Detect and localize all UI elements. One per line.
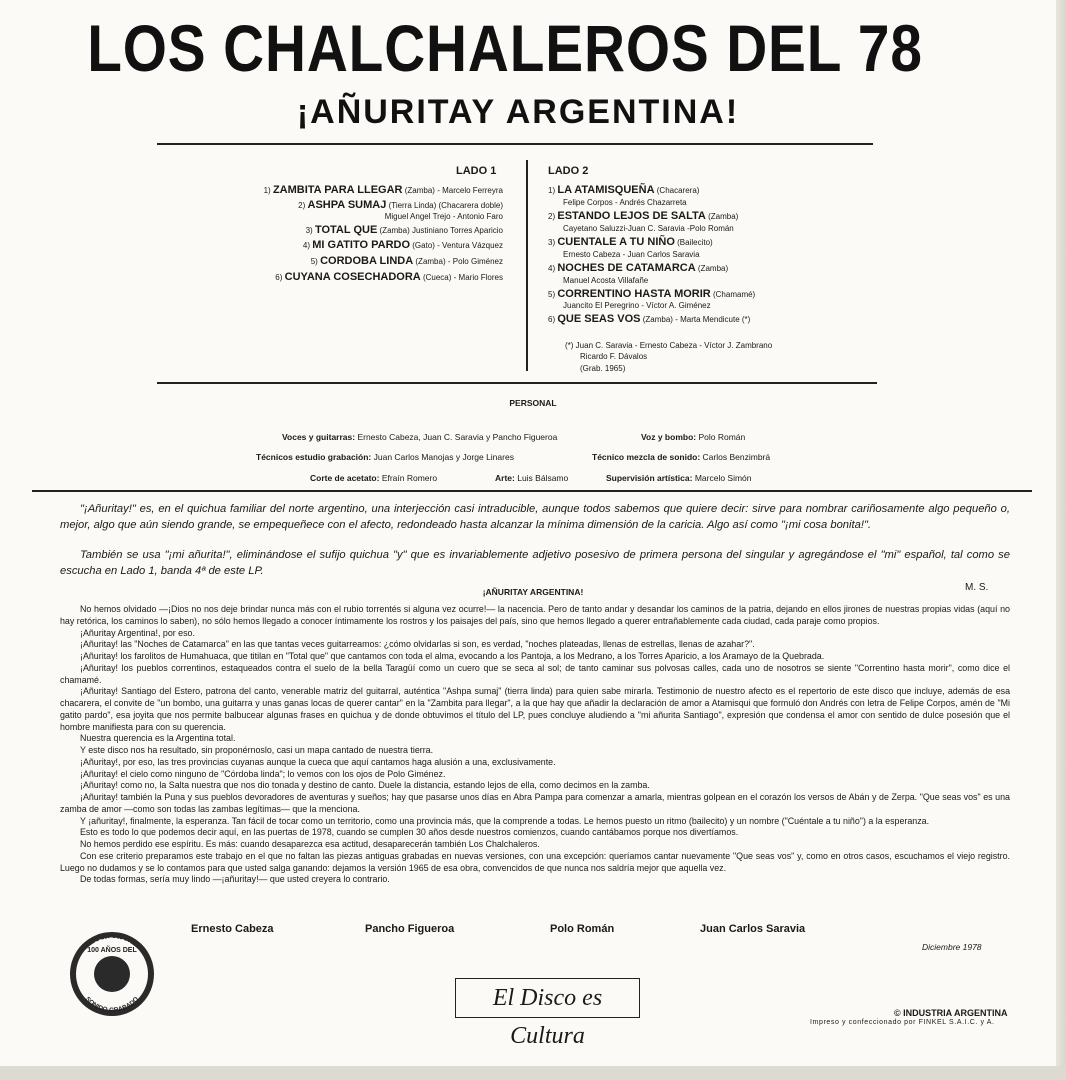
track-title: CORRENTINO HASTA MORIR [557,288,711,300]
credit-label: Técnicos estudio grabación: [256,452,372,462]
track-number: 3) [548,238,556,247]
credit-label: Técnico mezcla de sonido: [592,452,701,462]
article-paragraph: ¡Añuritay! los pueblos correntinos, estaqueados contra el suelo de la bella Taragüí como un cuero que se seca al sol; de tanto caminar sus polvosas calles, cada uno de nosotros se siente "Correntino hasta morir", como dice el chamamé. [60,662,1010,685]
seal-bottom-text: SONIDO GRABADO [83,995,141,1015]
divider-top [157,143,873,145]
lado1-track-2 [298,200,503,211]
article-paragraph: ¡Añuritay! Santiago del Estero, patrona del canto, venerable matriz del guitarral, auténtica "Ashpa sumaj" (tierra linda) para quien sabe mirarla. Testimonio de nuestro afecto es el repertorio de este disco que incluye, además de esa chacarera, el convite de "un bombo, una guitarra y unas ganas locas de querer cantar" en la "Zambita para llegar", a la que hay que añadir la declaración de amor a Atamisqui que formuló don Andrés con letra de Felipe Corpos, amén de "Mi gatito pardo", esa joyita que nos permite balbucear algunas frases en quichua y de donde obtuvimos el título del LP, pues concluye aludiendo a "mi añurita Santiago", expresión que condensa el amor con sentido de dulce posesión que el hombre manifiesta para con su querencia. [60,686,1010,732]
personal-supervision [606,473,752,483]
lado2-track-6 [548,314,750,325]
credit-label: Corte de acetato: [310,473,380,483]
album-title: ¡AÑURITAY ARGENTINA! [296,93,740,131]
track-genre: (Tierra Linda) (Chacarera doble) [388,201,503,210]
track-genre: (Cueca) [422,273,452,282]
article-paragraph: ¡Añuritay!, por eso, las tres provincias cuyanas aunque la cueca que aquí cantamos haga alusión a una, exclusivamente. [80,756,556,767]
credit-value: Marcelo Simón [694,473,752,483]
track-number: 5) [310,257,318,266]
track-genre: (Zamba) [379,226,410,235]
band-title: LOS CHALCHALEROS DEL 78 [87,11,923,85]
el-disco-es-cultura-logo: El Disco es Cultura [455,978,640,1018]
lado1-track-4 [303,240,503,251]
personal-heading: PERSONAL [509,398,557,408]
divider-intro [32,490,1032,492]
lado2-track-4-credits: Manuel Acosta Villafañe [563,276,649,285]
track-genre: (Zamba) [415,257,446,266]
article-paragraph: Y ¡añuritay!, finalmente, la esperanza. Tan fácil de tocar como un territorio, como una provincia más, que la comprende a todas. Le hemos puesto un ritmo (bailecito) y un nombre ("Cuéntale a tu niño") a la esperanza. [80,815,930,826]
track-genre: (Chamamé) [712,290,756,299]
intro-paragraph-2: También se usa "¡mi añurita!", eliminándose el sufijo quichua "y" que es invariablemente adjetivo posesivo de primera persona del singular y agregándose el "mi" español, tal como se escucha en Lado 1, banda 4ª de este LP. [60,549,1010,577]
seal-middle-text: 100 AÑOS DEL [87,947,137,954]
track-number: 2) [298,201,306,210]
printer-credit: Impreso y confeccionado por FINKEL S.A.I.C. y A. [810,1019,995,1026]
track-title: TOTAL QUE [314,224,378,236]
track-number: 1) [263,186,271,195]
signature-juan-carlos-saravia: Juan Carlos Saravia [700,923,806,935]
lado2-footnote-line2: Ricardo F. Dávalos [580,352,648,361]
article-date: Diciembre 1978 [922,942,982,952]
personal-bombo [641,432,745,442]
credit-value: Ernesto Cabeza, Juan C. Saravia y Pancho Figueroa [357,432,558,442]
lado1-track-6 [275,272,503,283]
signature-polo-roman: Polo Román [550,923,615,935]
track-genre: (Zamba) [642,315,673,324]
credit-value: Juan Carlos Manojas y Jorge Linares [373,452,514,462]
signature-ernesto-cabeza: Ernesto Cabeza [191,923,274,935]
track-credits: - Mario Flores [453,273,503,282]
article-paragraph: ¡Añuritay! el cielo como ninguno de "Córdoba linda"; lo vemos con los ojos de Polo Giménez. [80,768,446,779]
lado2-footnote-line1: (*) Juan C. Saravia - Ernesto Cabeza - Víctor J. Zambrano [565,341,773,350]
lado1-heading: LADO 1 [456,165,497,177]
track-number: 4) [302,241,311,250]
article-paragraph: ¡Añuritay! también la Puna y sus pueblos devoradores de aventuras y sueños; hay que pasarse unos días en Abra Pampa para comenzar a amarla, mientras golpean en el corazón los versos de Abán y de Zerpa. "Que seas vos" es una zamba de amor —como son todas las zambas legítimas— que la menciona. [60,792,1010,814]
track-title: QUE SEAS VOS [557,313,641,325]
lado2-track-3 [548,237,713,248]
article-paragraph: De todas formas, sería muy lindo —¡añuritay!— que usted creyera lo contrario. [80,874,390,885]
seal-top-text: ADHESION [93,936,131,949]
lado2-track-5-credits: Juancito El Peregrino - Víctor A. Giménez [563,301,711,310]
track-number: 2) [548,212,556,221]
track-title: CUENTALE A TU NIÑO [557,236,675,248]
lado2-track-1-credits: Felipe Corpos - Andrés Chazarreta [563,198,687,207]
track-title: ESTANDO LEJOS DE SALTA [557,210,706,222]
credit-value: Carlos Benzimbrá [702,452,771,462]
track-title: ZAMBITA PARA LLEGAR [272,184,403,196]
intro-paragraph-1: "¡Añuritay!" es, en el quichua familiar del norte argentino, una interjección casi intraducible, aunque todos sabemos que quiere decir: sirve para nombrar cariñosamente algo pequeño o, mejor, algo que aún siendo grande, se empequeñece con el afecto, redondeado hasta alcanzar la mínima dimensión de la caricia. Algo así como "¡mi cosa bonita!". [60,503,1010,531]
credit-label: Arte: [495,473,515,483]
track-number: 6) [548,315,556,324]
industria-argentina: © INDUSTRIA ARGENTINA [894,1008,1008,1018]
personal-tecnicos-estudio [256,452,514,462]
signature-pancho-figueroa: Pancho Figueroa [365,923,455,935]
lado2-footnote-line3: (Grab. 1965) [580,364,626,373]
article-paragraph: Y este disco nos ha resultado, sin proponérnoslo, casi un mapa cantado de nuestra tierra. [80,745,434,755]
credit-value: Polo Román [698,432,746,442]
track-title: MI GATITO PARDO [312,239,411,251]
article-paragraph: ¡Añuritay! como no, la Salta nuestra que nos dio tonada y destino de canto. Duele la distancia, estando lejos de ella, como decimos en la zamba. [80,780,650,791]
track-genre: (Zamba) [404,186,435,195]
credit-value: Luis Bálsamo [517,473,569,483]
lado1-track-3 [306,225,503,236]
bottom-band [0,1066,1066,1080]
track-credits: - Polo Giménez [447,257,503,266]
lado1-track-2-credits: Miguel Angel Trejo - Antonio Faro [384,212,503,221]
credit-label: Supervisión artística: [606,473,693,483]
article-body [60,604,1010,886]
lado2-track-2-credits: Cayetano Saluzzi-Juan C. Saravia -Polo Román [563,224,734,233]
seal-100-anos-sonido-grabado-icon [68,930,156,1018]
credit-value: Efraín Romero [381,473,438,483]
credit-label: Voz y bombo: [641,432,697,442]
article-initials: M. S. [965,582,989,593]
track-credits: - Marcelo Ferreyra [437,186,503,195]
divider-middle [157,382,877,384]
personal-voces [282,432,557,442]
track-number: 3) [305,226,313,235]
track-number: 1) [548,186,556,195]
track-number: 4) [548,264,556,273]
track-credits: - Marta Mendicute (*) [675,315,751,324]
article-paragraph: No hemos olvidado —¡Dios no nos deje brindar nunca más con el rubio torrentés si alguna vez ocurre!— la nacencia. Pero de tanto andar y desandar los caminos de la patria, dejando en ellos jirones de nuestras propias vidas (aquí no hay retórica, los caminos lo saben), no sólo hemos llegado a conocer íntimamente los rostros y los paisajes del país, sino que hemos llegado a querer entrañablemente cada ciudad, cada paraje como propios. [60,604,1010,626]
track-number: 6) [275,273,283,282]
track-title: CUYANA COSECHADORA [284,271,421,283]
track-credits: Justiniano Torres Aparicio [411,226,503,235]
article-title: ¡AÑURITAY ARGENTINA! [482,587,584,597]
article-paragraph: ¡Añuritay Argentina!, por eso. [80,627,195,638]
divider-sides [526,160,528,371]
track-number: 5) [548,290,556,299]
track-genre: (Zamba) [708,212,739,221]
personal-arte [495,473,568,483]
track-genre: (Bailecito) [677,238,713,247]
article-paragraph: ¡Añuritay! las "Noches de Catamarca" en las que tantas veces guitarreamos: ¿cómo olvidarlas si son, es verdad, "noches plateadas, llenas de estrellas, llenas de azahar?". [80,639,755,650]
track-credits: - Ventura Vázquez [437,241,503,250]
lado2-track-2 [548,211,738,222]
article-paragraph: Con ese criterio preparamos este trabajo en el que no faltan las piezas antiguas grabadas en nuevas versiones, con una excepción: queríamos cantar nuevamente "Que seas vos" y, como en otros casos, escuchamos el viejo registro. Luego no dudamos y se lo contamos para que usted salga ganando: dejamos la versión 1965 de esa obra, convencidos de que nunca nos saldría mejor que aquella vez. [60,850,1010,873]
lado2-track-4 [548,263,728,274]
lado2-track-1 [548,185,699,196]
article-paragraph: ¡Añuritay! los farolitos de Humahuaca, que titilan en "Total que" que cantamos con toda el alma, evocando a los Pantoja, a los Medrano, a los Torres Aparicio, a los Aramayo de la Quebrada. [80,651,825,661]
track-genre: (Zamba) [697,264,729,273]
page-edge [1056,0,1066,1080]
personal-acetato [310,473,437,483]
track-title: NOCHES DE CATAMARCA [557,262,696,274]
track-genre: (Gato) [412,241,435,250]
credit-label: Voces y guitarras: [282,432,356,442]
track-title: CORDOBA LINDA [320,255,414,267]
lado1-track-5 [311,256,503,267]
lado1-track-1 [264,185,503,196]
article-paragraph: Esto es todo lo que podemos decir aquí, en las puertas de 1978, cuando se cumplen 30 años desde nuestros comienzos, cuando cantábamos porque nos divertíamos. [80,827,739,838]
lado2-track-5 [548,289,755,300]
lado2-track-3-credits: Ernesto Cabeza - Juan Carlos Saravia [563,250,700,259]
lado2-heading: LADO 2 [548,165,589,177]
track-title: LA ATAMISQUEÑA [557,184,655,196]
article-paragraph: No hemos perdido ese espíritu. Es más: cuando desaparezca esa actitud, desaparecerán también Los Chalchaleros. [80,839,540,849]
personal-tecnico-mezcla [592,452,770,462]
track-genre: (Chacarera) [656,186,700,195]
track-title: ASHPA SUMAJ [307,199,387,211]
article-paragraph: Nuestra querencia es la Argentina total. [80,733,236,744]
